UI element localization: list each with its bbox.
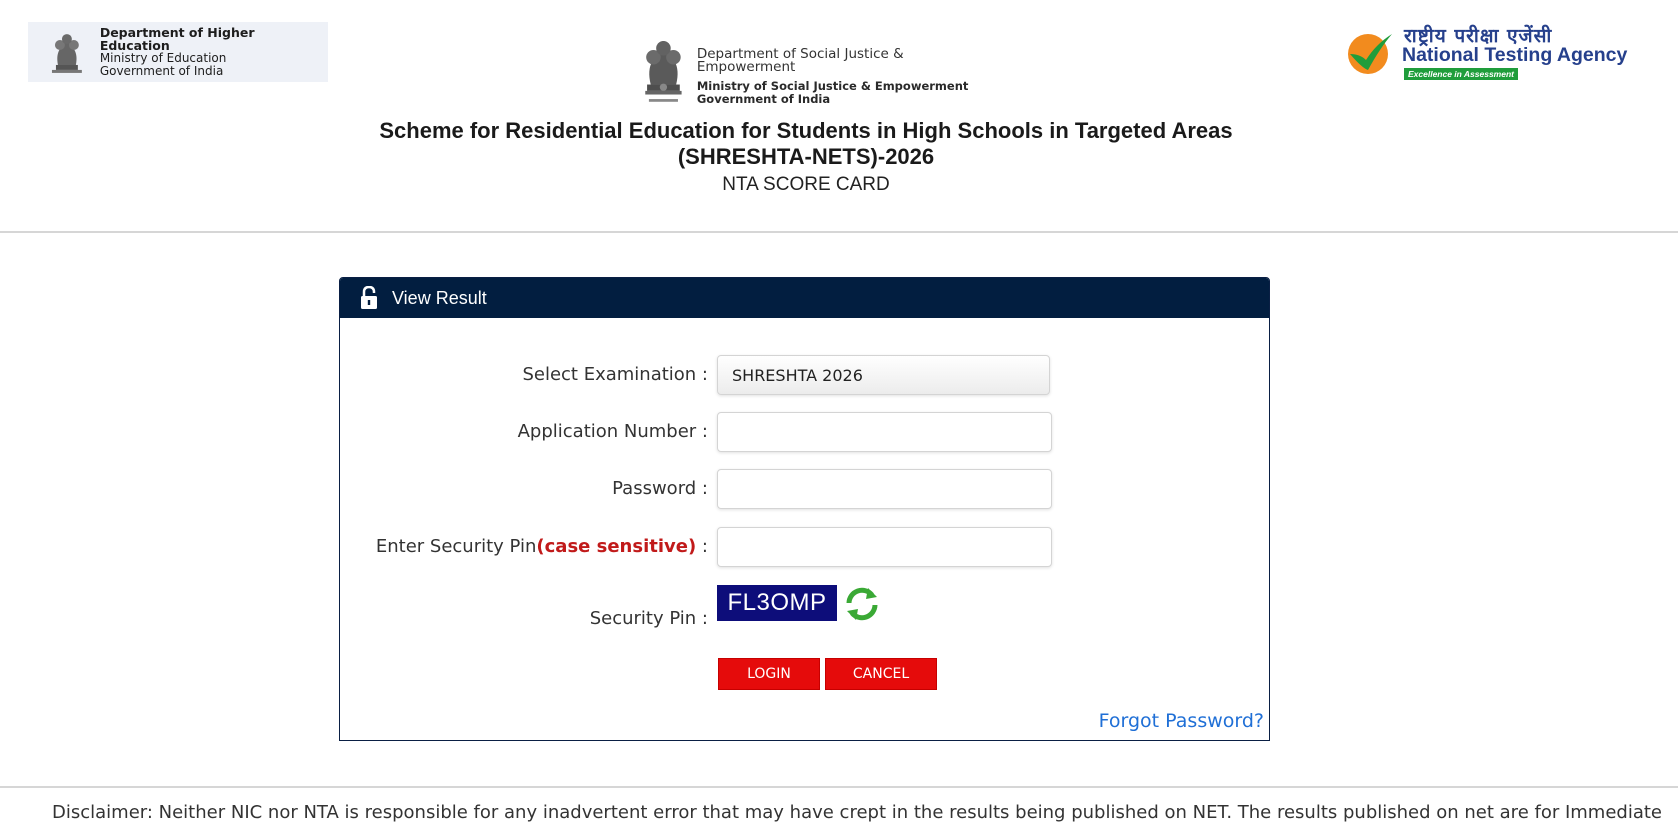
national-emblem-icon bbox=[42, 25, 92, 79]
national-emblem-icon bbox=[638, 24, 689, 116]
header-divider bbox=[0, 231, 1678, 233]
cancel-button[interactable]: CANCEL bbox=[825, 658, 937, 690]
exam-select[interactable] bbox=[717, 355, 1050, 395]
dosje-government: Government of India bbox=[696, 92, 831, 106]
security-pin-input[interactable] bbox=[717, 527, 1052, 567]
dosje-logo bbox=[638, 24, 978, 118]
page-header bbox=[0, 0, 1678, 232]
actions-row bbox=[340, 658, 1271, 698]
nta-tagline: Excellence in Assessment bbox=[1404, 68, 1518, 80]
security-pin-label: Security Pin : bbox=[589, 608, 708, 629]
security-pin-input-label bbox=[376, 527, 708, 567]
forgot-password-link[interactable]: Forgot Password? bbox=[1098, 710, 1264, 732]
panel-title: View Result bbox=[392, 287, 487, 308]
footer-divider bbox=[0, 786, 1678, 788]
page-title-block bbox=[300, 118, 1312, 196]
disclaimer-text: Disclaimer: Neither NIC nor NTA is responsible for any inadvertent error that may have crept in the results being published on NET. The results published on net are for Immediate bbox=[52, 802, 1662, 823]
page-subtitle: NTA SCORE CARD bbox=[722, 174, 890, 195]
security-pin-label-text: Enter Security Pin bbox=[375, 536, 537, 557]
application-row bbox=[340, 412, 1271, 452]
refresh-captcha-icon[interactable] bbox=[843, 585, 881, 623]
application-number-input[interactable] bbox=[717, 412, 1052, 452]
dosje-logo-text bbox=[697, 24, 978, 118]
password-label: Password : bbox=[612, 478, 708, 499]
nta-name: National Testing Agency bbox=[1402, 44, 1628, 66]
captcha-image: FL3OMP bbox=[717, 585, 837, 621]
captcha-row bbox=[340, 585, 1271, 629]
login-button[interactable]: LOGIN bbox=[718, 658, 820, 690]
nta-check-icon bbox=[1346, 28, 1394, 76]
dhe-logo bbox=[28, 22, 328, 82]
panel-header bbox=[340, 278, 1269, 318]
dosje-ministry: Ministry of Social Justice & Empowerment bbox=[696, 79, 969, 93]
case-sensitive-note: (case sensitive) bbox=[536, 536, 697, 557]
view-result-panel bbox=[339, 277, 1270, 741]
lock-icon bbox=[360, 286, 378, 310]
dhe-logo-text bbox=[100, 26, 328, 78]
nta-hindi-name: राष्ट्रीय परीक्षा एजेंसी bbox=[1404, 25, 1553, 47]
dosje-department: Department of Social Justice & Empowerment bbox=[696, 46, 904, 75]
security-pin-label-colon: : bbox=[696, 536, 708, 557]
application-number-label: Application Number : bbox=[517, 421, 708, 442]
dhe-government: Government of India bbox=[99, 64, 224, 78]
security-pin-input-row bbox=[340, 527, 1271, 567]
page-title: Scheme for Residential Education for Students in High Schools in Targeted Areas (SHRESHTA-NETS)-2026 bbox=[379, 118, 1233, 169]
password-input[interactable] bbox=[717, 469, 1052, 509]
password-row bbox=[340, 469, 1271, 509]
dhe-name: Department of Higher Education bbox=[99, 25, 255, 53]
exam-select-value: SHRESHTA 2026 bbox=[732, 365, 863, 385]
exam-label: Select Examination : bbox=[522, 364, 708, 385]
dhe-ministry: Ministry of Education bbox=[99, 51, 227, 65]
exam-row bbox=[340, 355, 1271, 395]
nta-logo bbox=[1346, 24, 1646, 80]
